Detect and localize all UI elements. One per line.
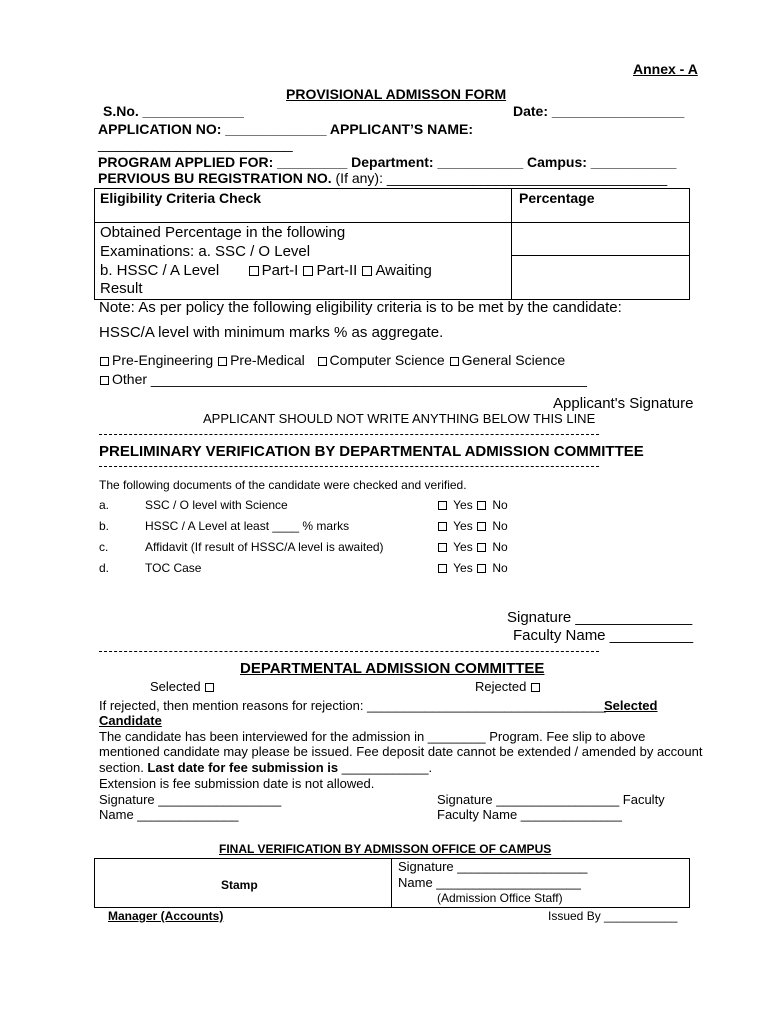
no-checkbox[interactable]	[477, 522, 486, 531]
part1-option[interactable]	[248, 262, 299, 279]
faculty-signature-field[interactable]: Signature ______________	[507, 609, 693, 626]
previous-registration-rest: (If any): ____________________________________	[331, 170, 668, 186]
no-checkbox[interactable]	[477, 564, 486, 573]
yes-no-options	[437, 541, 508, 553]
no-option[interactable]	[476, 561, 508, 575]
yes-label: Yes	[453, 540, 473, 554]
committee-paragraph-line-2: mentioned candidate may please be issued. Fee deposit date cannot be extended / amended by account	[99, 744, 703, 759]
item-letter: d.	[99, 561, 110, 575]
yes-checkbox[interactable]	[438, 501, 447, 510]
rejected-label: Rejected	[475, 679, 527, 694]
last-date-label: Last date for fee submission is	[147, 760, 339, 775]
eligibility-line-2: Examinations: a. SSC / O Level	[100, 243, 311, 260]
date-field[interactable]: Date: _________________	[513, 103, 685, 119]
faculty-name-field[interactable]: Faculty Name __________	[513, 627, 694, 644]
no-checkbox[interactable]	[477, 543, 486, 552]
right-faculty-name-field[interactable]: Faculty Name ______________	[437, 807, 623, 822]
awaiting-checkbox[interactable]	[362, 266, 372, 276]
part2-label: Part-II	[316, 262, 358, 279]
do-not-write-notice: APPLICANT SHOULD NOT WRITE ANYTHING BELOW THIS LINE	[203, 411, 596, 426]
office-staff-label: (Admission Office Staff)	[437, 891, 563, 905]
yes-label: Yes	[453, 498, 473, 512]
rejected-checkbox[interactable]	[531, 683, 540, 692]
no-label: No	[492, 519, 508, 533]
computer-science-label: Computer Science	[329, 352, 445, 368]
yes-no-options	[437, 520, 508, 532]
pre-engineering-label: Pre-Engineering	[112, 352, 214, 368]
computer-science-option[interactable]	[317, 352, 445, 368]
eligibility-line-4: Result	[100, 280, 143, 297]
eligibility-line-3	[100, 263, 432, 278]
last-date-blank[interactable]: ____________.	[338, 760, 433, 775]
no-label: No	[492, 498, 508, 512]
right-signature-field[interactable]: Signature _________________ Faculty	[437, 792, 665, 807]
yes-no-options	[437, 499, 508, 511]
pre-medical-label: Pre-Medical	[230, 352, 305, 368]
item-text: SSC / O level with Science	[145, 498, 288, 512]
eligibility-column-divider	[511, 188, 512, 300]
previous-registration-label: PERVIOUS BU REGISTRATION NO.	[98, 170, 332, 186]
yes-option[interactable]	[437, 498, 473, 512]
previous-registration-field[interactable]	[98, 171, 667, 185]
application-no-field[interactable]: APPLICATION NO: _____________ APPLICANT’S NAME:	[98, 121, 473, 137]
pre-engineering-checkbox[interactable]	[100, 357, 109, 366]
yes-checkbox[interactable]	[438, 522, 447, 531]
part1-label: Part-I	[261, 262, 299, 279]
separator-line	[99, 466, 599, 467]
general-science-checkbox[interactable]	[450, 357, 459, 366]
preliminary-intro: The following documents of the candidate were checked and verified.	[99, 478, 467, 492]
pre-medical-option[interactable]	[217, 352, 305, 368]
selected-option[interactable]	[150, 680, 217, 693]
selected-candidate-heading-2: Candidate	[99, 713, 162, 728]
awaiting-label: Awaiting	[375, 262, 432, 279]
no-option[interactable]	[476, 498, 508, 512]
yes-checkbox[interactable]	[438, 543, 447, 552]
yes-checkbox[interactable]	[438, 564, 447, 573]
applicant-signature[interactable]: Applicant's Signature	[553, 395, 694, 412]
general-science-option[interactable]	[449, 352, 566, 368]
part2-checkbox[interactable]	[303, 266, 313, 276]
sno-field[interactable]: S.No. _____________	[103, 103, 244, 119]
item-letter: c.	[99, 540, 109, 554]
other-label: Other ________________________________________________________	[112, 371, 587, 387]
eligibility-header: Eligibility Criteria Check	[100, 190, 262, 206]
no-option[interactable]	[476, 540, 508, 554]
yes-option[interactable]	[437, 561, 473, 575]
no-label: No	[492, 561, 508, 575]
separator-line	[99, 434, 599, 435]
other-option[interactable]	[100, 372, 587, 386]
selected-checkbox[interactable]	[205, 683, 214, 692]
item-text: TOC Case	[145, 561, 202, 575]
item-text: HSSC / A Level at least ____ % marks	[145, 519, 350, 533]
committee-paragraph-line-3	[99, 761, 432, 774]
final-table-divider	[391, 858, 392, 908]
general-science-label: General Science	[461, 352, 566, 368]
form-title: PROVISIONAL ADMISSON FORM	[286, 86, 507, 102]
pre-medical-checkbox[interactable]	[218, 357, 227, 366]
computer-science-checkbox[interactable]	[318, 357, 327, 366]
eligibility-header-divider	[94, 222, 690, 223]
left-signature-field[interactable]: Signature _________________	[99, 792, 282, 807]
item-letter: a.	[99, 498, 110, 512]
no-checkbox[interactable]	[477, 501, 486, 510]
no-label: No	[492, 540, 508, 554]
annex-label: Annex - A	[633, 61, 698, 77]
manager-accounts-label: Manager (Accounts)	[108, 909, 224, 923]
selected-label: Selected	[150, 679, 201, 694]
no-option[interactable]	[476, 519, 508, 533]
office-signature-field[interactable]: Signature __________________	[398, 859, 588, 874]
percentage-row-divider	[511, 255, 690, 256]
note-line-1: Note: As per policy the following eligibility criteria is to be met by the candidate:	[99, 299, 622, 316]
para3-prefix: section.	[99, 760, 148, 775]
selected-candidate-heading-1: Selected	[604, 698, 658, 713]
rejection-reasons-field[interactable]: If rejected, then mention reasons for rejection: _________________________________	[99, 698, 606, 713]
other-checkbox[interactable]	[100, 376, 109, 385]
left-name-field[interactable]: Name ______________	[99, 807, 239, 822]
final-verification-title: FINAL VERIFICATION BY ADMISSON OFFICE OF CAMPUS	[219, 842, 552, 856]
committee-title: DEPARTMENTAL ADMISSION COMMITTEE	[240, 660, 545, 677]
final-verification-table	[94, 858, 690, 908]
item-letter: b.	[99, 519, 110, 533]
stamp-label: Stamp	[221, 878, 258, 892]
yes-label: Yes	[453, 519, 473, 533]
percentage-header: Percentage	[519, 190, 595, 206]
eligibility-line-1: Obtained Percentage in the following	[100, 224, 346, 241]
rejected-option[interactable]	[475, 680, 543, 693]
stream-options	[100, 353, 565, 367]
part2-option[interactable]	[302, 262, 357, 279]
applicant-name-line[interactable]: _________________________	[98, 136, 293, 152]
item-text: Affidavit (If result of HSSC/A level is awaited)	[145, 540, 384, 554]
separator-line	[99, 651, 599, 652]
program-applied-field[interactable]: PROGRAM APPLIED FOR: _________ Department: ___________ Campus: ___________	[98, 154, 677, 170]
hssc-label: b. HSSC / A Level	[100, 262, 220, 279]
committee-paragraph-line-1: The candidate has been interviewed for the admission in ________ Program. Fee slip to above	[99, 729, 646, 744]
part1-checkbox[interactable]	[249, 266, 259, 276]
awaiting-option[interactable]	[361, 262, 431, 279]
pre-engineering-option[interactable]	[100, 352, 213, 368]
issued-by-field[interactable]: Issued By ___________	[548, 909, 678, 923]
note-line-2: HSSC/A level with minimum marks % as aggregate.	[99, 324, 444, 341]
yes-label: Yes	[453, 561, 473, 575]
yes-option[interactable]	[437, 540, 473, 554]
preliminary-title: PRELIMINARY VERIFICATION BY DEPARTMENTAL ADMISSION COMMITTEE	[99, 443, 644, 460]
yes-no-options	[437, 562, 508, 574]
committee-paragraph-line-4: Extension is fee submission date is not allowed.	[99, 776, 375, 791]
yes-option[interactable]	[437, 519, 473, 533]
office-name-field[interactable]: Name ____________________	[398, 875, 581, 890]
